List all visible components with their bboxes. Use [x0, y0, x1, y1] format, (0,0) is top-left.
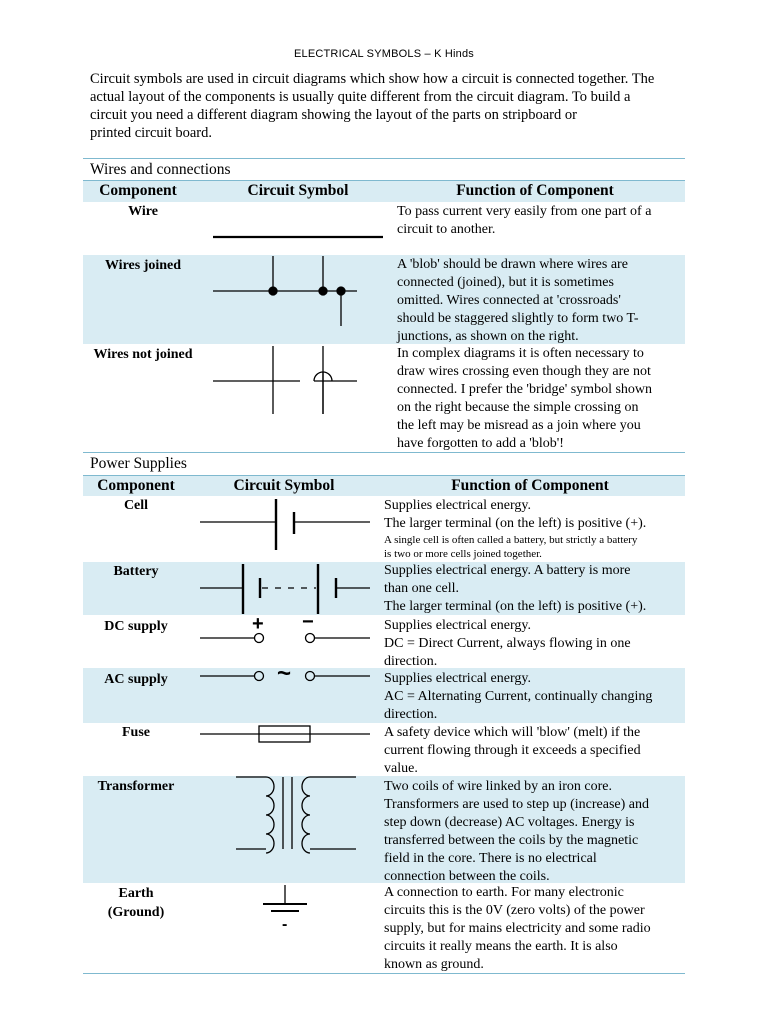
earth-symbol-icon: [263, 885, 307, 911]
document-title: ELECTRICAL SYMBOLS – K Hinds: [293, 48, 475, 60]
column-header-symbol: Circuit Symbol: [233, 477, 335, 494]
component-name: Cell: [123, 498, 149, 513]
intro-line: circuit you need a different diagram showing the layout of the parts on stripboard or: [90, 107, 577, 123]
column-header-component: Component: [99, 182, 177, 199]
component-description: In complex diagrams it is often necessary to draw wires crossing even though they are not connected. I prefer the 'bridge' symbol shown on the right because the simple crossing on the left may be misread as a join where you have forgotten to add a 'blob'!: [397, 346, 653, 451]
component-description: To pass current very easily from one part of a circuit to another.: [397, 204, 652, 237]
component-name: Battery: [113, 564, 159, 579]
component-description: Two coils of wire linked by an iron core. Transformers are used to step up (increase) and step down (decrease) AC voltages. Energy is transferred between the coils by the magnetic field in the core. There is no electrical connection between the coils.: [384, 779, 650, 884]
component-name: Fuse: [122, 725, 150, 740]
minus-sign: -: [282, 916, 288, 933]
component-name: Wires joined: [104, 258, 182, 273]
wires-not-joined-symbol-icon: [213, 346, 357, 414]
intro-paragraph: [90, 70, 690, 142]
divider: [83, 475, 685, 476]
component-description: A safety device which will 'blow' (melt) if the current flowing through it exceeds a specified value.: [384, 725, 641, 776]
dc-supply-symbol-icon: [200, 634, 370, 643]
divider: [83, 180, 685, 181]
fuse-symbol-icon: [200, 726, 370, 742]
intro-line: printed circuit board.: [90, 125, 212, 141]
component-description: A 'blob' should be drawn where wires are connected (joined), but it is sometimes omitted. Wires connected at 'crossroads' should be staggered slightly to form two T- junctions, as shown on the right.: [397, 257, 639, 344]
intro-line: Circuit symbols are used in circuit diagrams which show how a circuit is connected together. The: [90, 71, 655, 87]
tilde-sign: ~: [277, 660, 292, 687]
divider: [83, 158, 685, 159]
intro-line: actual layout of the components is usually quite different from the circuit diagram. To build a: [90, 89, 631, 105]
column-header-function: Function of Component: [456, 182, 614, 199]
component-description: Supplies electrical energy. DC = Direct Current, always flowing in one direction.: [384, 618, 631, 669]
component-description: A connection to earth. For many electronic circuits this is the 0V (zero volts) of the power supply, but for mains electricity and some radio circuits it really means the earth. It is also known as ground.: [384, 885, 651, 972]
section-title-wires: Wires and connections: [90, 161, 231, 178]
column-header-function: Function of Component: [451, 477, 609, 494]
minus-sign: −: [302, 611, 314, 633]
component-name: Wires not joined: [93, 347, 193, 362]
column-header-component: Component: [97, 477, 175, 494]
component-name: Wire: [128, 204, 158, 219]
component-description: Supplies electrical energy. A battery is more than one cell. The larger terminal (on the left) is positive (+).: [384, 563, 647, 614]
component-name: Transformer: [97, 779, 175, 794]
plus-sign: +: [252, 613, 264, 635]
component-description: Supplies electrical energy. The larger terminal (on the left) is positive (+). A single cell is often called a battery, but strictly a battery is two or more cells joined together.: [384, 498, 647, 560]
component-name: Earth (Ground): [107, 886, 165, 920]
component-name: DC supply: [104, 619, 168, 634]
component-description: Supplies electrical energy. AC = Alternating Current, continually changing direction.: [384, 671, 653, 722]
cell-symbol-icon: [200, 499, 370, 550]
section-title-power: Power Supplies: [90, 455, 187, 472]
column-header-symbol: Circuit Symbol: [247, 182, 349, 199]
component-name: AC supply: [104, 672, 168, 687]
